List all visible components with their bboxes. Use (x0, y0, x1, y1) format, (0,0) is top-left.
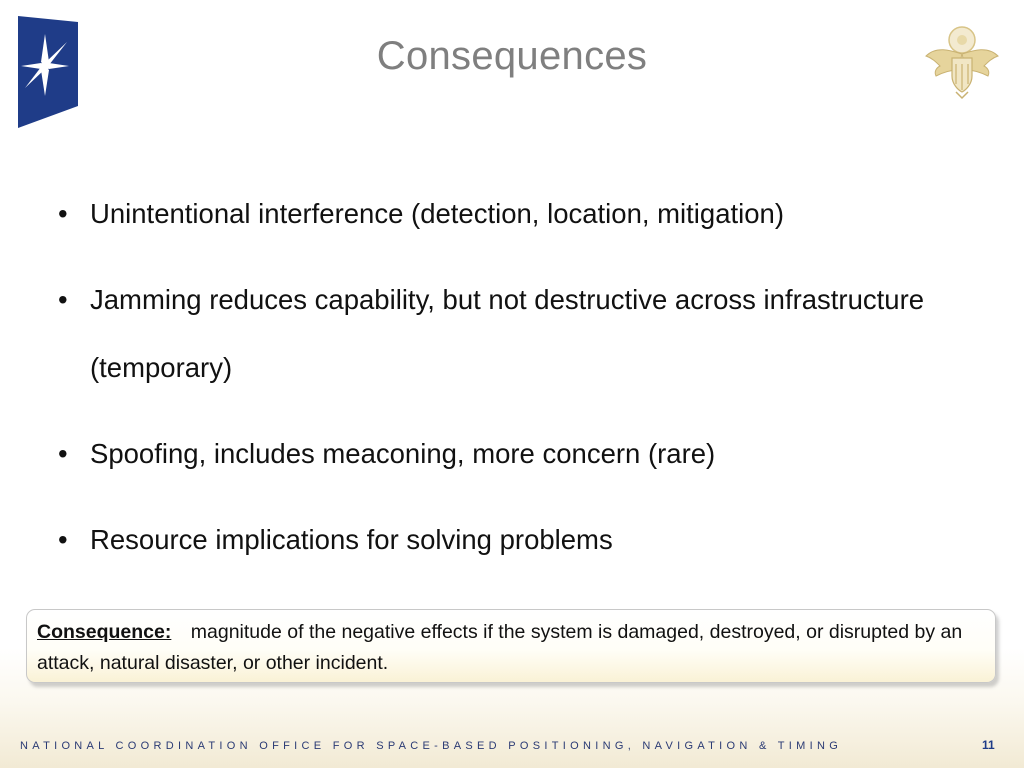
bullet-list (58, 180, 998, 574)
page-number: 11 (982, 738, 995, 752)
definition-paragraph (37, 617, 985, 679)
bullet-marker: • (58, 438, 68, 469)
bullet-item (58, 266, 998, 402)
definition-box (26, 609, 996, 683)
bullet-text: Unintentional interference (detection, location, mitigation) (90, 198, 784, 229)
bullet-marker: • (58, 198, 68, 229)
bullet-text: Jamming reduces capability, but not destructive across infrastructure (temporary) (90, 284, 925, 383)
bullet-marker: • (58, 284, 68, 315)
bullet-item (58, 180, 998, 248)
bullet-text: Spoofing, includes meaconing, more concern (rare) (90, 438, 716, 469)
bullet-item (58, 420, 998, 488)
bullet-marker: • (58, 524, 68, 555)
definition-text: magnitude of the negative effects if the system is damaged, destroyed, or disrupted by an attack, natural disaster, or other incident. (37, 621, 963, 674)
footer-organization: NATIONAL COORDINATION OFFICE FOR SPACE-BASED POSITIONING, NAVIGATION & TIMING (20, 740, 843, 752)
bullet-item (58, 506, 998, 574)
bullet-text: Resource implications for solving problems (90, 524, 613, 555)
slide-title: Consequences (376, 34, 648, 78)
definition-term: Consequence: (37, 621, 172, 643)
